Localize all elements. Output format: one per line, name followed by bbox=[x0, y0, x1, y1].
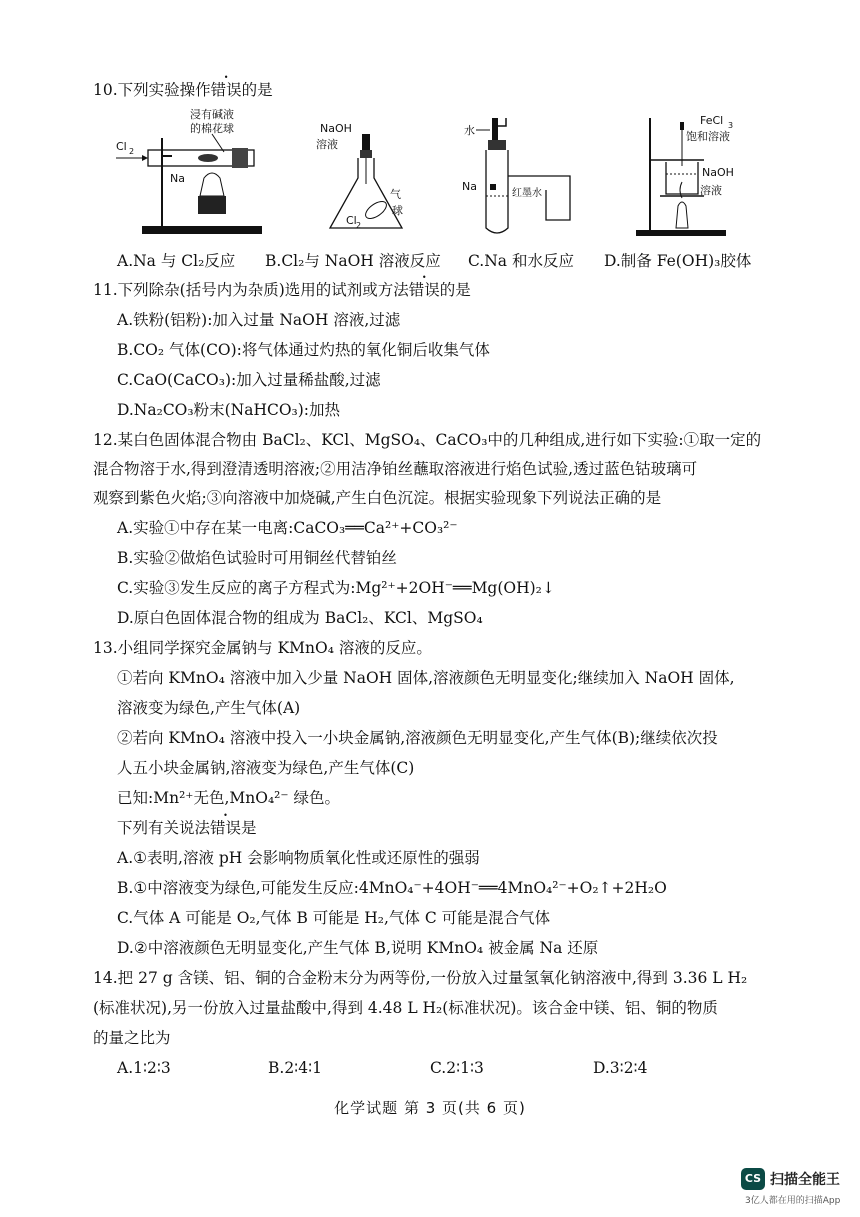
q13-known: 已知:Mn²⁺无色,MnO₄²⁻ 绿色。 bbox=[117, 789, 340, 807]
svg-text:2: 2 bbox=[356, 221, 362, 230]
svg-text:红墨水: 红墨水 bbox=[512, 188, 542, 199]
svg-text:NaOH: NaOH bbox=[320, 122, 352, 135]
q10-option-a: A.Na 与 Cl₂反应 bbox=[117, 252, 236, 270]
q12-stem-line1: 12.某白色固体混合物由 BaCl₂、KCl、MgSO₄、CaCO₃中的几种组成,进行如下实验:①取一定的 bbox=[93, 431, 762, 449]
q11-option-b: B.CO₂ 气体(CO):将气体通过灼热的氧化铜后收集气体 bbox=[117, 341, 490, 359]
q13-stem-line4: ②若向 KMnO₄ 溶液中投入一小块金属钠,溶液颜色无明显变化,产生气体(B);继续依次投 bbox=[117, 729, 718, 747]
figure-b-cl2-naoh-flask bbox=[316, 120, 416, 240]
q14-option-c: C.2∶1∶3 bbox=[430, 1059, 484, 1077]
q11-option-c: C.CaO(CaCO₃):加入过量稀盐酸,过滤 bbox=[117, 371, 381, 389]
svg-text:饱和溶液: 饱和溶液 bbox=[686, 130, 730, 143]
q10-option-c: C.Na 和水反应 bbox=[468, 252, 574, 270]
q12-option-b: B.实验②做焰色试验时可用铜丝代替铂丝 bbox=[117, 549, 397, 567]
q11-stem: 11.下列除杂(括号内为杂质)选用的试剂或方法错误的是 bbox=[93, 281, 471, 299]
q13-option-d: D.②中溶液颜色无明显变化,产生气体 B,说明 KMnO₄ 被金属 Na 还原 bbox=[117, 939, 599, 957]
svg-text:Na: Na bbox=[170, 172, 185, 185]
svg-text:Na: Na bbox=[462, 180, 477, 193]
q13-stem-line3: 溶液变为绿色,产生气体(A) bbox=[117, 699, 301, 717]
q14-option-d: D.3∶2∶4 bbox=[593, 1059, 648, 1077]
q14-option-a: A.1∶2∶3 bbox=[117, 1059, 171, 1077]
q10-stem: 10.下列实验操作错误的是 bbox=[93, 81, 273, 99]
q14-stem-line3: 的量之比为 bbox=[93, 1029, 171, 1047]
q12-option-c: C.实验③发生反应的离子方程式为:Mg²⁺+2OH⁻══Mg(OH)₂↓ bbox=[117, 579, 555, 597]
q14-stem-line2: (标准状况),另一份放入过量盐酸中,得到 4.48 L H₂(标准状况)。该合金中镁、铝、铜的物质 bbox=[93, 999, 718, 1017]
figure-d-fe-oh3-colloid bbox=[630, 110, 770, 240]
svg-text:2: 2 bbox=[129, 147, 135, 156]
q14-stem-line1: 14.把 27 g 含镁、铝、铜的合金粉末分为两等份,一份放入过量氢氧化钠溶液中,得到 3.36 L H₂ bbox=[93, 969, 748, 987]
svg-text:NaOH: NaOH bbox=[702, 166, 734, 179]
q10-option-b: B.Cl₂与 NaOH 溶液反应 bbox=[265, 252, 441, 270]
svg-text:水: 水 bbox=[464, 124, 475, 137]
q13-stem-line2: ①若向 KMnO₄ 溶液中加入少量 NaOH 固体,溶液颜色无明显变化;继续加入 NaOH 固体, bbox=[117, 669, 735, 687]
q11-option-a: A.铁粉(铝粉):加入过量 NaOH 溶液,过滤 bbox=[117, 311, 401, 329]
svg-text:溶液: 溶液 bbox=[700, 184, 722, 197]
q13-stem-line1: 13.小组同学探究金属钠与 KMnO₄ 溶液的反应。 bbox=[93, 639, 432, 657]
svg-text:气: 气 bbox=[390, 188, 401, 201]
figure-a-na-cl2-apparatus bbox=[112, 108, 272, 238]
q13-stem-line5: 人五小块金属钠,溶液变为绿色,产生气体(C) bbox=[117, 759, 415, 777]
scanner-app-tagline: 3亿人都在用的扫描App bbox=[745, 1196, 841, 1206]
q13-option-b: B.①中溶液变为绿色,可能发生反应:4MnO₄⁻+4OH⁻══4MnO₄²⁻+O₂↑+2H₂O bbox=[117, 879, 667, 897]
q10-option-d: D.制备 Fe(OH)₃胶体 bbox=[604, 252, 752, 270]
figure-c-na-water-tube bbox=[460, 110, 590, 240]
q13-option-c: C.气体 A 可能是 O₂,气体 B 可能是 H₂,气体 C 可能是混合气体 bbox=[117, 909, 551, 927]
svg-text:溶液: 溶液 bbox=[316, 138, 338, 151]
q14-option-b: B.2∶4∶1 bbox=[268, 1059, 322, 1077]
svg-text:Cl: Cl bbox=[346, 214, 357, 227]
svg-text:的棉花球: 的棉花球 bbox=[190, 122, 234, 135]
q13-question: 下列有关说法错误是 bbox=[117, 819, 257, 837]
scanner-logo-icon: CS bbox=[741, 1168, 765, 1190]
q11-option-d: D.Na₂CO₃粉末(NaHCO₃):加热 bbox=[117, 401, 341, 419]
q12-stem-line3: 观察到紫色火焰;③向溶液中加烧碱,产生白色沉淀。根据实验现象下列说法正确的是 bbox=[93, 489, 662, 507]
svg-text:FeCl: FeCl bbox=[700, 114, 724, 127]
svg-text:球: 球 bbox=[392, 204, 403, 217]
svg-text:浸有碱液: 浸有碱液 bbox=[190, 108, 234, 121]
scanner-app-name: 扫描全能王 bbox=[770, 1172, 840, 1188]
svg-text:Cl: Cl bbox=[116, 140, 127, 153]
page-footer: 化学试题 第 3 页(共 6 页) bbox=[334, 1099, 526, 1117]
q12-option-d: D.原白色固体混合物的组成为 BaCl₂、KCl、MgSO₄ bbox=[117, 609, 483, 627]
svg-text:3: 3 bbox=[728, 121, 734, 130]
q12-stem-line2: 混合物溶于水,得到澄清透明溶液;②用洁净铂丝蘸取溶液进行焰色试验,透过蓝色钴玻璃可 bbox=[93, 460, 698, 478]
q12-option-a: A.实验①中存在某一电离:CaCO₃══Ca²⁺+CO₃²⁻ bbox=[117, 519, 458, 537]
q13-option-a: A.①表明,溶液 pH 会影响物质氧化性或还原性的强弱 bbox=[117, 849, 480, 867]
